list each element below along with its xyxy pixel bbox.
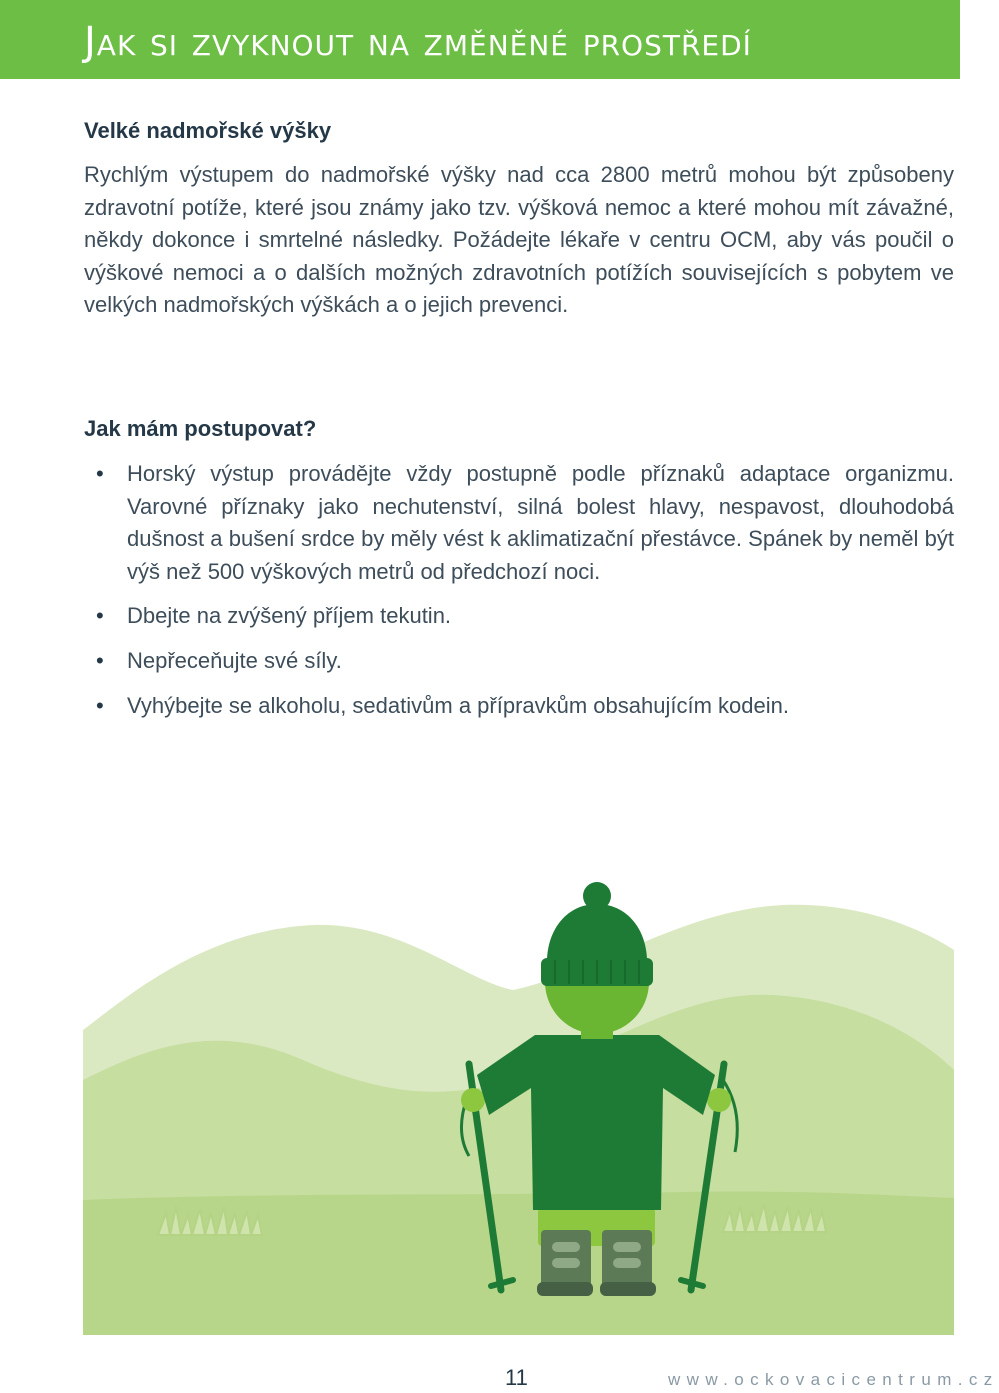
bullet-icon: • [96, 461, 104, 486]
list-item [84, 600, 954, 633]
list-item [84, 458, 954, 588]
procedure-bullet-list [84, 458, 954, 734]
section-heading-altitude: Velké nadmořské výšky [84, 118, 332, 143]
hiker-illustration [83, 870, 954, 1335]
meadow [83, 1192, 954, 1335]
page-number: 11 [505, 1365, 528, 1390]
bullet-text: Nepřeceňujte své síly. [127, 647, 342, 673]
bullet-text: Horský výstup provádějte vždy postupně podle příznaků adaptace organizmu. Varovné příznaky jako nechutenství, silná bolest hlavy, nespavost, dlouhodobá dušnost a bušení srdce by měly vést k aklimatizační přestávce. Spánek by neměl být výš než 500 výškových metrů od předchozí noci. [127, 461, 954, 584]
page-title: Jak si zvyknout na změněné prostředí [84, 19, 752, 65]
bullet-icon: • [96, 603, 104, 629]
bullet-icon: • [96, 692, 104, 718]
bullet-text: Dbejte na zvýšený příjem tekutin. [127, 603, 452, 629]
left-hand [461, 1088, 485, 1112]
section-heading-procedure: Jak mám postupovat? [84, 416, 317, 441]
list-item [84, 690, 954, 723]
beanie-hat-icon [541, 882, 653, 986]
altitude-paragraph: Rychlým výstupem do nadmořské výšky nad cca 2800 metrů mohou být způsobeny zdravotní potíže, které jsou známy jako tzv. výšková nemoc a které mohou mít závažné, někdy dokonce i smrtelné následky. Požádejte lékaře v centru OCM, aby vás poučil o výškové nemoci a o dalších možných zdravotních potížích souvisejících s pobytem ve velkých nadmořských výškách a o jejich prevenci. [84, 162, 954, 318]
bullet-text: Vyhýbejte se alkoholu, sedativům a přípravkům obsahujícím kodein. [127, 692, 789, 718]
website-url: www.ockovacicentrum.cz [668, 1370, 999, 1389]
bullet-icon: • [96, 647, 104, 673]
list-item [84, 645, 954, 678]
right-hand [707, 1088, 731, 1112]
header-band [0, 0, 960, 79]
